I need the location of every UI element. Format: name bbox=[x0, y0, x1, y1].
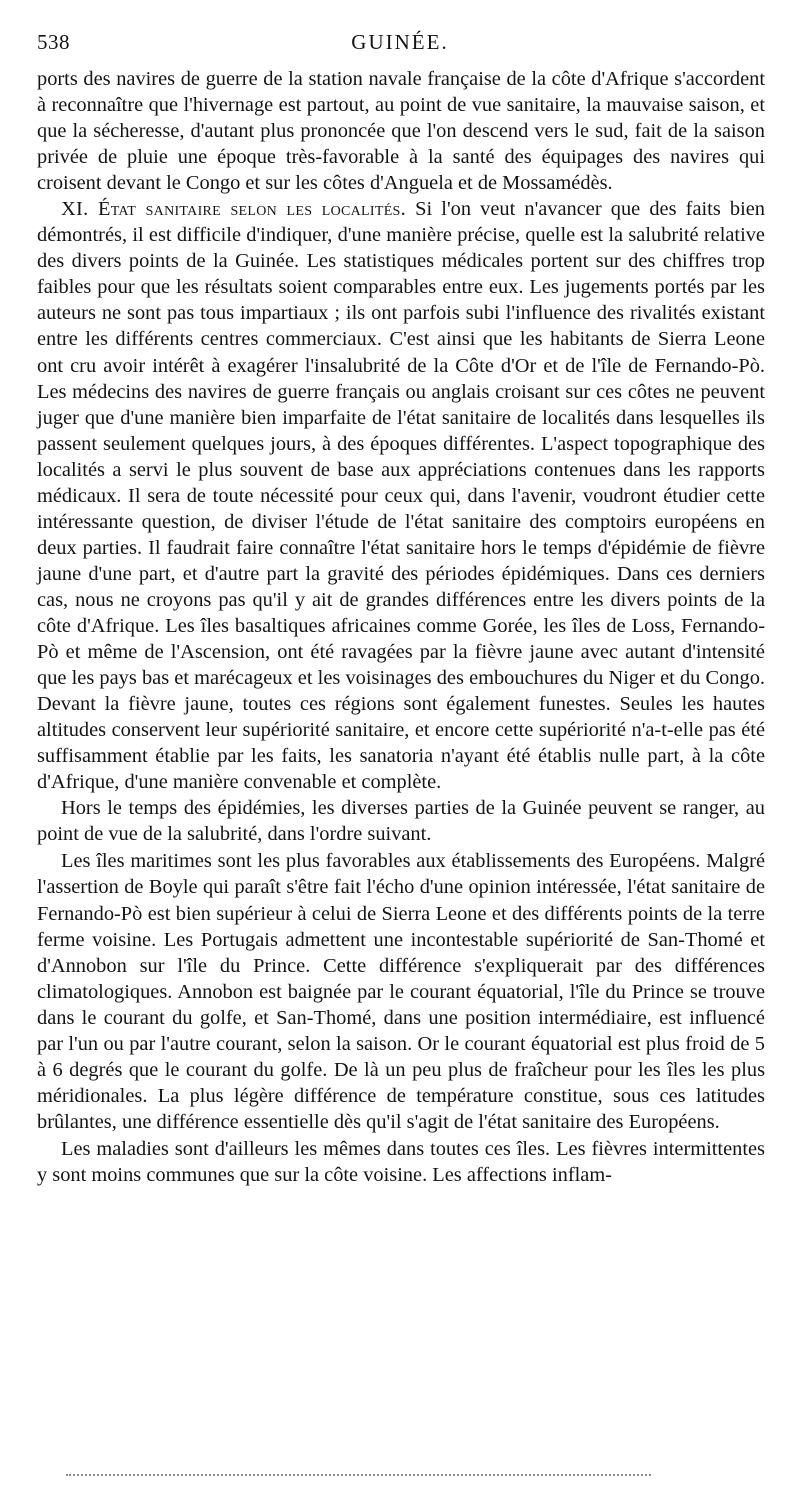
paragraph-1: ports des navires de guerre de la station navale française de la côte d'Afrique s'accordent à reconnaître que l'hivernage est partout, au point de vue sanitaire, la mauvaise saison, et que la sécheresse, d'autant plus prononcée que l'on descend vers le sud, fait de la saison privée de pluie une époque très-favorable à la santé des équipages des navires qui croisent devant le Congo et sur les côtes d'Anguela et de Mossamédès. bbox=[37, 68, 765, 195]
paragraph-5: Les maladies sont d'ailleurs les mêmes dans toutes ces îles. Les fièvres intermittentes y sont moins communes que sur la côte voisine. Les affections inflam- bbox=[37, 1137, 765, 1186]
paragraph-2 bbox=[37, 196, 765, 795]
page-number: 538 bbox=[37, 30, 70, 54]
page-header bbox=[37, 30, 763, 60]
paragraph-2-text: Si l'on veut n'avancer que des faits bien démontrés, il est difficile d'indiquer, d'une manière précise, quelle est la salubrité relative des divers points de la Guinée. Les statistiques médicales portent sur des chiffres trop faibles pour que les résultats soient comparables entre eux. Les jugements portés par les auteurs ne sont pas tous impartiaux ; ils ont parfois subi l'influence des rivalités existant entre les différents centres commerciaux. C'est ainsi que les habitants de Sierra Leone ont cru avoir intérêt à exagérer l'insalubrité de la Côte d'Or et de l'île de Fernando-Pò. Les médecins des navires de guerre français ou anglais croisant sur ces côtes ne peuvent juger que d'une manière bien imparfaite de l'état sanitaire de localités dans lesquelles ils passent seulement quelques jours, à des époques différentes. L'aspect topographique des localités a servi le plus souvent de base aux appréciations contenues dans les rapports médicaux. Il sera de toute nécessité pour ceux qui, dans l'avenir, voudront étudier cette intéressante question, de diviser l'étude de l'état sanitaire des comptoirs européens en deux parties. Il faudrait faire connaître l'état sanitaire hors le temps d'épidémie de fièvre jaune d'une part, et d'autre part la gravité des périodes épidémiques. Dans ces derniers cas, nous ne croyons pas qu'il y ait de grandes différences entre les divers points de la côte d'Afrique. Les îles basaltiques africaines comme Gorée, les îles de Loss, Fernando-Pò et même de l'Ascension, ont été ravagées par la fièvre jaune avec autant d'intensité que les pays bas et marécageux et les voisinages des embouchures du Niger et du Congo. Devant la fièvre jaune, toutes ces régions sont également funestes. Seules les hautes altitudes conservent leur supériorité sanitaire, et encore cette supériorité n'a-t-elle pas été suffisamment établie par les faits, les sanatoria n'ayant été établis nulle part, à la côte d'Afrique, d'une manière convenable et complète. bbox=[37, 198, 765, 794]
running-title: GUINÉE. bbox=[351, 30, 449, 54]
section-title: XI. État sanitaire selon les localités. bbox=[61, 198, 407, 221]
footer-rule bbox=[66, 1474, 651, 1476]
body-text bbox=[37, 66, 765, 1188]
paragraph-3: Hors le temps des épidémies, les diverses parties de la Guinée peuvent se ranger, au point de vue de la salubrité, dans l'ordre suivant. bbox=[37, 797, 765, 846]
paragraph-4: Les îles maritimes sont les plus favorables aux établissements des Européens. Malgré l'assertion de Boyle qui paraît s'être fait l'écho d'une opinion intéressée, l'état sanitaire de Fernando-Pò est bien supérieur à celui de Sierra Leone et des différents points de la terre ferme voisine. Les Portugais admettent une incontestable supériorité de San-Thomé et d'Annobon sur l'île du Prince. Cette différence s'expliquerait par des différences climatologiques. Annobon est baignée par le courant équatorial, l'île du Prince se trouve dans le courant du golfe, et San-Thomé, dans une position intermédiaire, est influencé par l'un ou par l'autre courant, selon la saison. Or le courant équatorial est plus froid de 5 à 6 degrés que le courant du golfe. De là un peu plus de fraîcheur pour les îles les plus méridionales. La plus légère différence de température constitue, sous ces latitudes brûlantes, une différence essentielle dès qu'il s'agit de l'état sanitaire des Européens. bbox=[37, 850, 765, 1133]
